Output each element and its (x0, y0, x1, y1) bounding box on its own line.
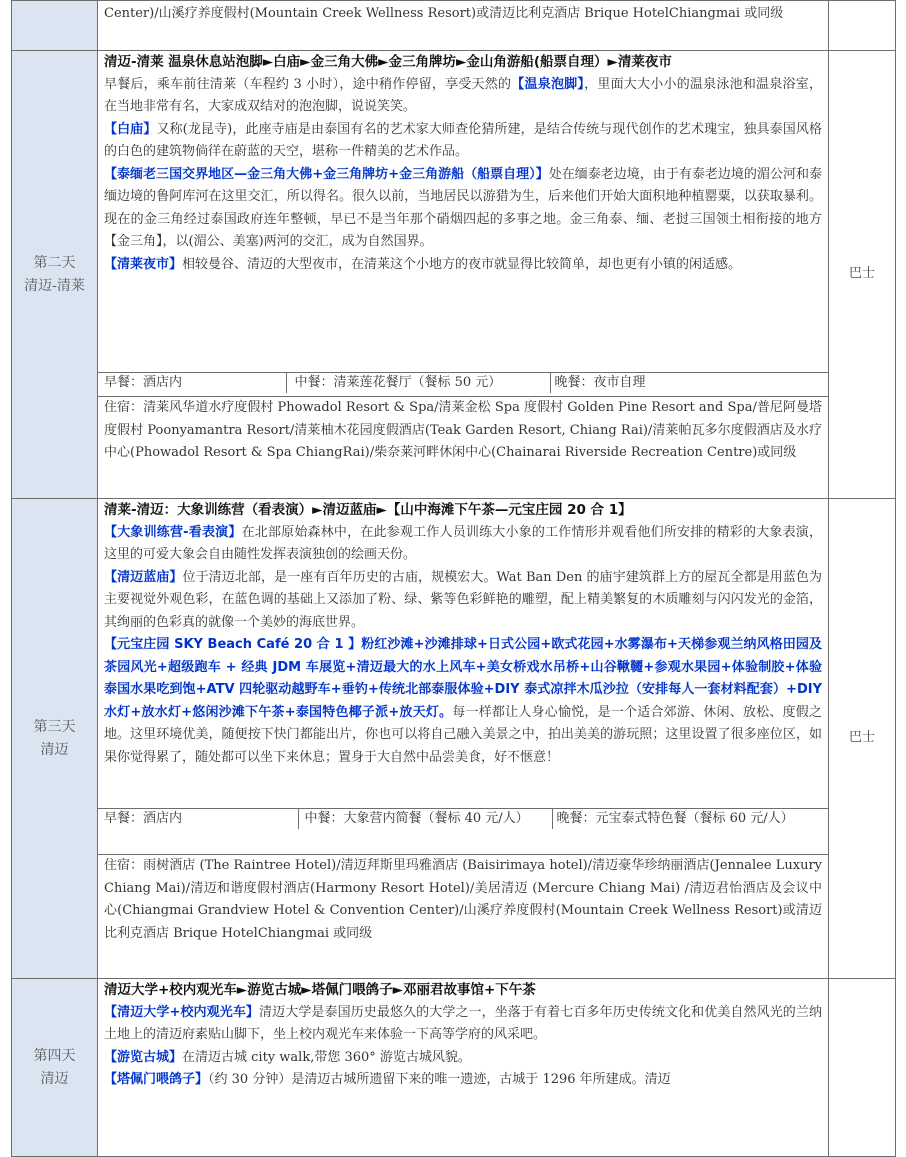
day4-highlight-university: 【清迈大学+校内观光车】 (104, 1004, 260, 1020)
day3-para-blue-temple: 【清迈蓝庙】位于清迈北部，是一座有百年历史的古庙，规模宏大。Wat Ban Den 的庙宇建筑群上方的屋瓦全都是用蓝色为主要视觉外观色彩，在蓝色调的基础上又添加了粉、绿、紫等色彩鲜艳的雕塑，配上精美繁复的木质雕刻与闪闪发光的金箔，其绚丽的色彩真的就像一个美妙的海底世界。 (104, 569, 822, 630)
day4-day-label: 第四天 (33, 1047, 76, 1064)
day2-meals-cell (98, 373, 829, 397)
day2-transport-label: 巴士 (848, 266, 875, 282)
day1-transport-cell (829, 1, 896, 51)
day4-para-old-city: 【游览古城】在清迈古城 city walk,带您 360° 游览古城风貌。 (104, 1049, 471, 1065)
day2-highlight-night-market: 【清莱夜市】 (104, 256, 183, 272)
day2-content-cell (98, 51, 829, 373)
day3-day-cell (12, 499, 98, 979)
day2-meals-table (104, 373, 822, 393)
day2-para-white-temple: 【白庙】又称(龙昆寺)，此座寺庙是由泰国有名的艺术家大师查伦猜所建，是结合传统与现代创作的艺术瑰宝，独具泰国风格的白色的建筑物倘徉在蔚蓝的天空，堪称一件精美的艺术作品。 (104, 121, 822, 159)
day3-day-label: 第三天 (33, 718, 76, 735)
day2-lodging-row (12, 397, 896, 499)
day3-lodging-cell (98, 855, 829, 979)
day4-content-cell (98, 979, 829, 1157)
day3-transport-label: 巴士 (848, 730, 875, 746)
day3-main-row (12, 499, 896, 809)
day2-lunch: 中餐：清莱莲花餐厅（餐标 50 元） (286, 373, 550, 393)
day2-para-night-market: 【清莱夜市】相较曼谷、清迈的大型夜市，在清莱这个小地方的夜市就显得比较简单，却也更有小镇的闲适感。 (104, 256, 742, 272)
day2-dinner: 晚餐：夜市自理 (554, 375, 646, 390)
day1-day-cell (12, 1, 98, 51)
itinerary-sheet (11, 0, 895, 1157)
day3-para-elephant-camp: 【大象训练营-看表演】在北部原始森林中，在此参观工作人员训练大小象的工作情形并观看他们所安排的精彩的大象表演，这里的可爱大象会自由随性发挥表演独创的绘画天份。 (104, 524, 822, 562)
day4-para-university: 【清迈大学+校内观光车】清迈大学是泰国历史最悠久的大学之一，坐落于有着七百多年历史传统文化和优美自然风光的兰纳土地上的清迈府素贴山脚下，坐上校内观光车来体验一下高等学府的风采吧。 (104, 1004, 822, 1042)
day1-lodging-text: Center)/山溪疗养度假村(Mountain Creek Wellness Resort)或清迈比利克酒店 Brique HotelChiangmai 或同级 (104, 6, 784, 21)
day4-main-row (12, 979, 896, 1157)
day1-lodging-cell (98, 1, 829, 51)
day2-day-cell (12, 51, 98, 499)
day2-lodging-cell (98, 397, 829, 499)
day3-lodging-row (12, 855, 896, 979)
day3-dinner: 晚餐：元宝泰式特色餐（餐标 60 元/人） (556, 811, 794, 826)
day3-city-label: 清迈 (40, 741, 69, 758)
day2-day-label: 第二天 (33, 254, 76, 271)
day2-highlight-white-temple: 【白庙】 (104, 121, 157, 137)
day2-para-hot-spring: 早餐后，乘车前往清莱（车程约 3 小时），途中稍作停留，享受天然的【温泉泡脚】，里面大大小小的温泉泳池和温泉浴室，在当地非常有名，大家成双结对的泡泡脚，说说笑笑。 (104, 76, 822, 114)
day2-meals-row (12, 373, 896, 397)
day2-transport-cell (829, 51, 896, 499)
day3-breakfast: 早餐：酒店内 (104, 809, 298, 829)
day4-para-tha-phae-gate: 【塔佩门喂鸽子】（约 30 分钟）是清迈古城所遗留下来的唯一遗迹，古城于 1296 年所建成。清迈 (104, 1072, 671, 1087)
day3-content-cell (98, 499, 829, 809)
day3-highlight-yuanbao-farm: 【元宝庄园 SKY Beach Café 20 合 1 】粉红沙滩+沙滩排球+日式公园+欧式花园+水雾瀑布+天梯参观兰纳风格田园及茶园风光+超级跑车 + 经典 JDM 车展览+清迈最大的水上风车+美女桥戏水吊桥+山谷鞦韆+参观水果园+体验制胶+体验泰国水果吃到饱+ATV 四轮驱动越野车+垂钓+传统北部泰服体验+DIY 泰式凉拌木瓜沙拉（安排每人一套材料配套）+DIY 水灯+放水灯+悠闲沙滩下午茶+泰国特色椰子派+放天灯。 (104, 637, 822, 720)
day2-route-title: 清迈-清莱 温泉休息站泡脚►白庙►金三角大佛►金三角牌坊►金山角游船(船票自理）►清莱夜市 (104, 54, 672, 70)
day3-highlight-elephant-camp: 【大象训练营-看表演】 (104, 524, 242, 540)
day4-highlight-tha-phae-gate: 【塔佩门喂鸽子】 (104, 1072, 209, 1087)
day1-lodging-row (12, 1, 896, 51)
day2-highlight-hot-spring: 【温泉泡脚】 (511, 76, 585, 92)
day3-meals-table (104, 809, 822, 829)
day3-meals-row (12, 809, 896, 855)
day4-highlight-old-city: 【游览古城】 (104, 1049, 183, 1065)
day3-meals-cell (98, 809, 829, 855)
day3-highlight-blue-temple: 【清迈蓝庙】 (104, 569, 183, 585)
day2-para-golden-triangle: 【泰缅老三国交界地区—金三角大佛+金三角牌坊+金三角游船（船票自理）】处在缅泰老边境，由于有泰老边境的湄公河和泰缅边境的鲁阿库河在这里交汇，所以得名。很久以前，当地居民以游猎为生，后来他们开始大面积地种植罂粟，以获取暴利。现在的金三角经过泰国政府连年整顿，早已不是当年那个硝烟四起的多事之地。金三角泰、缅、老挝三国领土相衔接的地方【金三角】，以(湄公、美塞)两河的交汇，成为自然国界。 (104, 166, 822, 249)
day4-city-label: 清迈 (40, 1070, 69, 1087)
day2-city-label: 清迈-清莱 (24, 277, 85, 294)
day4-day-cell (12, 979, 98, 1157)
day3-transport-cell (829, 499, 896, 979)
day2-breakfast: 早餐：酒店内 (104, 373, 286, 393)
day2-lodging-text: 住宿：清莱风华道水疗度假村 Phowadol Resort & Spa/清莱金松 Spa 度假村 Golden Pine Resort and Spa/普尼阿曼塔度假村 Poonyamantra Resort/清莱柚木花园度假酒店(Teak Garden Resort, Chiang Rai)/清莱帕瓦多尔度假酒店及水疗中心(Phowadol Resort & Spa ChiangRai)/柴奈莱河畔休闲中心(Chainarai Riverside Recreation Centre)或同级 (104, 400, 822, 460)
day4-transport-cell (829, 979, 896, 1157)
day2-main-row (12, 51, 896, 373)
itinerary-table (11, 0, 896, 1157)
day3-lunch: 中餐：大象营内简餐（餐标 40 元/人） (298, 809, 552, 829)
day2-highlight-golden-triangle: 【泰缅老三国交界地区—金三角大佛+金三角牌坊+金三角游船（船票自理）】 (104, 166, 549, 182)
day4-route-title: 清迈大学+校内观光车►游览古城►塔佩门喂鸽子►邓丽君故事馆+下午茶 (104, 982, 536, 998)
day3-para-yuanbao-farm: 【元宝庄园 SKY Beach Café 20 合 1 】粉红沙滩+沙滩排球+日式公园+欧式花园+水雾瀑布+天梯参观兰纳风格田园及茶园风光+超级跑车 + 经典 JDM 车展览+清迈最大的水上风车+美女桥戏水吊桥+山谷鞦韆+参观水果园+体验制胶+体验泰国水果吃到饱+ATV 四轮驱动越野车+垂钓+传统北部泰服体验+DIY 泰式凉拌木瓜沙拉（安排每人一套材料配套）+DIY 水灯+放水灯+悠闲沙滩下午茶+泰国特色椰子派+放天灯。每一样都让人身心愉悦，是一个适合郊游、休闲、放松、度假之地。这里环境优美，随便按下快门都能出片，你也可以将自己融入美景之中，拍出美美的游玩照；这里设置了很多座位区，如果你觉得累了，随处都可以坐下来休息；置身于大自然中品尝美食，好不惬意！ (104, 637, 822, 765)
day3-lodging-text: 住宿：雨树酒店 (The Raintree Hotel)/清迈拜斯里玛雅酒店 (Baisirimaya hotel)/清迈豪华珍纳丽酒店(Jennalee Luxury Chiang Mai)/清迈和谐度假村酒店(Harmony Resort Hotel)/美居清迈 (Mercure Chiang Mai) /清迈君怡酒店及会议中心(Chiangmai Grandview Hotel & Convention Center)/山溪疗养度假村(Mountain Creek Wellness Resort)或清迈比利克酒店 Brique HotelChiangmai 或同级 (104, 858, 822, 941)
day3-route-title: 清莱-清迈：大象训练营（看表演）►清迈蓝庙►【山中海滩下午茶—元宝庄园 20 合 1】 (104, 502, 632, 518)
